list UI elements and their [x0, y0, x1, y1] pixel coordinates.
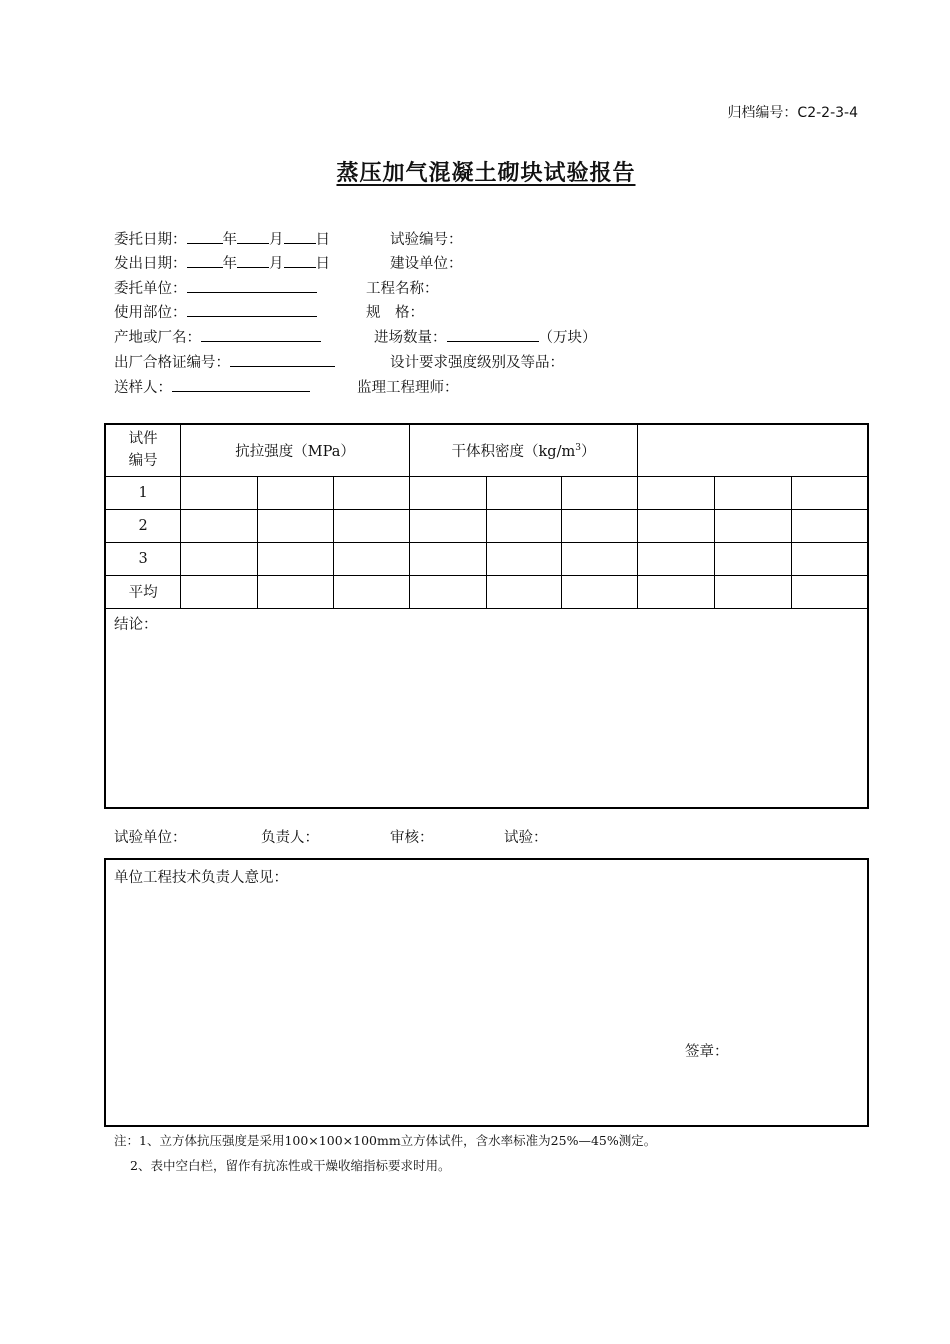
commission-year-blank[interactable] [187, 229, 223, 244]
manufacturer-blank[interactable] [201, 327, 321, 342]
tester-label: 试验： [504, 830, 548, 846]
table-cell[interactable] [486, 575, 562, 608]
tensile-strength-header: 抗拉强度（MPa） [181, 424, 409, 476]
report-title: 蒸压加气混凝土砌块试验报告 [336, 161, 636, 186]
conclusion-cell[interactable] [105, 608, 868, 808]
client-unit-blank[interactable] [187, 278, 317, 293]
month-label: 月 [269, 256, 284, 272]
strength-grade-label: 设计要求强度级别及等品： [390, 355, 564, 371]
table-header-row [105, 424, 868, 476]
quantity-unit: （万块） [538, 330, 597, 346]
sender-label: 送样人： [114, 380, 172, 396]
table-row [105, 542, 868, 575]
table-cell[interactable] [181, 509, 258, 542]
responsible-person-label: 负责人： [261, 830, 319, 846]
table-cell[interactable] [714, 542, 791, 575]
table-cell[interactable] [409, 509, 486, 542]
table-cell[interactable] [638, 476, 715, 509]
quantity-blank[interactable] [447, 327, 539, 342]
dry-density-header: 干体积密度$(kg/m^3)$ [409, 424, 637, 476]
table-cell[interactable] [258, 476, 334, 509]
commission-day-blank[interactable] [284, 229, 316, 244]
commission-date-field [114, 228, 330, 249]
client-unit-label: 委托单位： [114, 281, 187, 297]
table-row [105, 476, 868, 509]
table-cell[interactable] [791, 575, 868, 608]
quantity-field [374, 326, 597, 347]
project-name-label: 工程名称： [366, 281, 439, 297]
table-cell[interactable] [638, 575, 715, 608]
day-label: 日 [315, 232, 330, 248]
issue-date-field [114, 252, 330, 273]
year-label: 年 [222, 232, 237, 248]
table-cell[interactable] [791, 476, 868, 509]
issue-month-blank[interactable] [237, 253, 269, 268]
table-cell[interactable] [181, 542, 258, 575]
usage-part-blank[interactable] [187, 302, 317, 317]
supervisor-label: 监理工程理师： [357, 380, 459, 396]
month-label: 月 [269, 232, 284, 248]
table-cell[interactable] [714, 575, 791, 608]
client-unit-field [114, 277, 317, 298]
issue-day-blank[interactable] [284, 253, 316, 268]
table-cell[interactable] [486, 476, 562, 509]
table-cell[interactable] [258, 575, 334, 608]
table-cell[interactable] [333, 476, 409, 509]
row-label: 2 [105, 509, 181, 542]
table-cell[interactable] [791, 542, 868, 575]
table-row [105, 509, 868, 542]
table-cell[interactable] [409, 542, 486, 575]
table-cell[interactable] [562, 476, 638, 509]
commission-month-blank[interactable] [237, 229, 269, 244]
table-cell[interactable] [181, 575, 258, 608]
issue-date-label: 发出日期： [114, 256, 187, 272]
table-cell[interactable] [562, 575, 638, 608]
table-cell[interactable] [638, 542, 715, 575]
test-unit-label: 试验单位： [114, 830, 187, 846]
manufacturer-label: 产地或厂名： [114, 330, 201, 346]
table-cell[interactable] [714, 476, 791, 509]
row-label: 3 [105, 542, 181, 575]
certificate-label: 出厂合格证编号： [114, 355, 230, 371]
year-label: 年 [222, 256, 237, 272]
sample-number-header: 试件编号 [105, 424, 181, 476]
table-row-average [105, 575, 868, 608]
table-cell[interactable] [333, 542, 409, 575]
seal-label: 签章： [685, 1044, 729, 1060]
opinion-box[interactable] [104, 858, 869, 1127]
reviewer-label: 审核： [390, 830, 434, 846]
table-cell[interactable] [181, 476, 258, 509]
opinion-label: 单位工程技术负责人意见： [114, 870, 288, 886]
table-cell[interactable] [409, 476, 486, 509]
table-cell[interactable] [258, 542, 334, 575]
table-cell[interactable] [409, 575, 486, 608]
commission-date-label: 委托日期： [114, 232, 187, 248]
construction-unit-label: 建设单位： [390, 256, 463, 272]
day-label: 日 [315, 256, 330, 272]
table-cell[interactable] [486, 542, 562, 575]
table-cell[interactable] [791, 509, 868, 542]
table-cell[interactable] [486, 509, 562, 542]
note-1: 注：1、立方体抗压强度是采用100×100×100mm立方体试件，含水率标准为25%—45%测定。 [114, 1133, 657, 1148]
row-label: 平均 [105, 575, 181, 608]
table-cell[interactable] [333, 509, 409, 542]
row-label: 1 [105, 476, 181, 509]
certificate-blank[interactable] [230, 352, 335, 367]
table-cell[interactable] [562, 542, 638, 575]
conclusion-row [105, 608, 868, 808]
table-cell[interactable] [562, 509, 638, 542]
results-table [104, 423, 869, 809]
conclusion-label: 结论： [114, 616, 158, 633]
table-cell[interactable] [714, 509, 791, 542]
sender-blank[interactable] [172, 377, 310, 392]
table-cell[interactable] [333, 575, 409, 608]
issue-year-blank[interactable] [187, 253, 223, 268]
archive-number: 归档编号：C2-2-3-4 [727, 105, 858, 121]
certificate-field [114, 351, 335, 372]
manufacturer-field [114, 326, 321, 347]
table-cell[interactable] [258, 509, 334, 542]
table-cell[interactable] [638, 509, 715, 542]
sender-field [114, 376, 310, 397]
note-2: 2、表中空白栏，留作有抗冻性或干燥收缩指标要求时用。 [130, 1158, 451, 1173]
usage-part-field [114, 301, 317, 322]
usage-part-label: 使用部位： [114, 305, 187, 321]
quantity-label: 进场数量： [374, 330, 447, 346]
blank-header [638, 424, 868, 476]
specification-label: 规 格： [366, 305, 424, 321]
test-number-label: 试验编号： [390, 232, 463, 248]
